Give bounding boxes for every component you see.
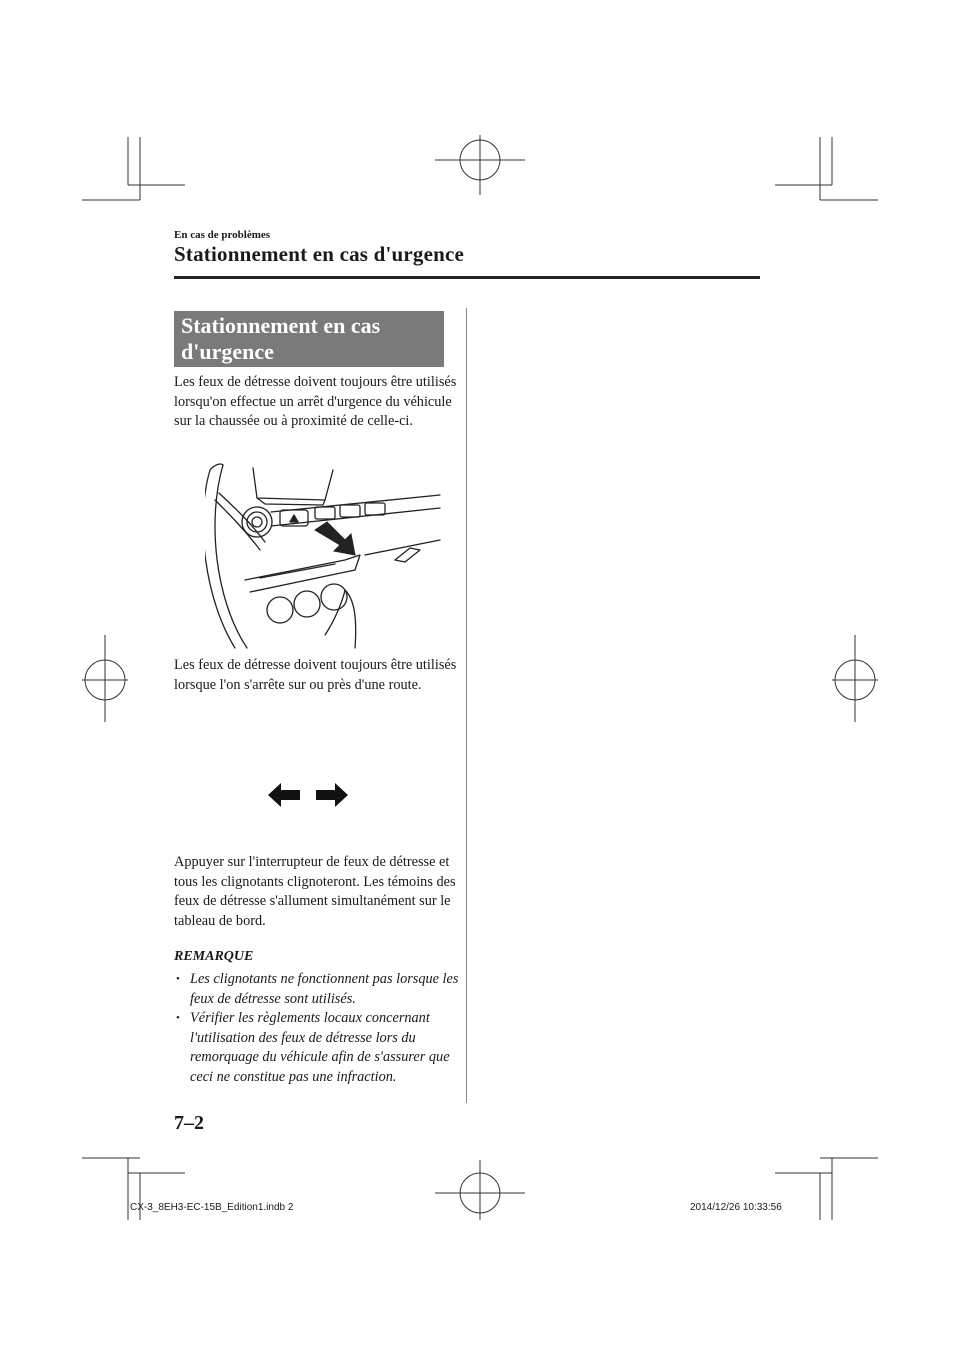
section-label: En cas de problèmes (174, 229, 271, 241)
footer-file-info: CX-3_8EH3-EC-15B_Edition1.indb 2 (130, 1202, 294, 1213)
footer-date-info: 2014/12/26 10:33:56 (690, 1202, 782, 1213)
page-number: 7–2 (174, 1112, 204, 1134)
remark-item: • Vérifier les règlements locaux concernant l'utilisation des feux de détresse lors du remorquage du véhicule afin de s'assurer que ceci ne constitue pas une infraction. (174, 1009, 464, 1087)
remark-title: REMARQUE (174, 949, 254, 964)
section-heading (174, 311, 444, 367)
column-divider (466, 308, 467, 1103)
remark-item: • Les clignotants ne fonctionnent pas lorsque les feux de détresse sont utilisés. (174, 970, 464, 1009)
chapter-title: Stationnement en cas d'urgence (174, 242, 465, 266)
dashboard-hazard-switch-illustration (205, 460, 445, 650)
paragraph-switch: Appuyer sur l'interrupteur de feux de détresse et tous les clignotants clignoteront. Les témoins des feux de détresse s'allument simultanément sur le tableau de bord. (174, 854, 456, 929)
section-heading-line1: Stationnement en cas (181, 313, 381, 338)
paragraph-road: Les feux de détresse doivent toujours être utilisés lorsque l'on s'arrête sur ou près d'une route. (174, 657, 457, 693)
header-rule (174, 276, 760, 279)
remark-list (174, 970, 464, 1088)
turn-signal-arrows-icon (268, 782, 348, 808)
paragraph-intro: Les feux de détresse doivent toujours être utilisés lorsqu'on effectue un arrêt d'urgence du véhicule sur la chaussée ou à proximité de celle-ci. (174, 374, 457, 430)
section-heading-line2: d'urgence (181, 339, 274, 364)
